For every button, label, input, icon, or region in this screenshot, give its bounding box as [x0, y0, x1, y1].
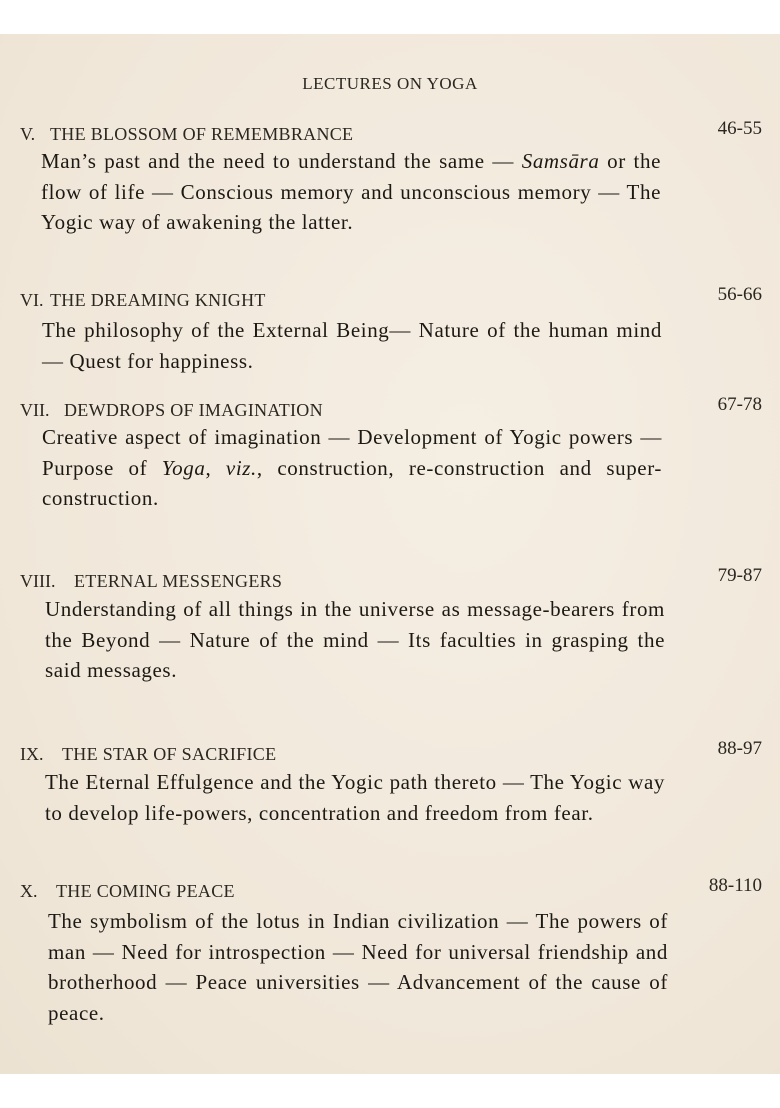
chapter-description: The symbolism of the lotus in Indian civilization — The powers of man — Need for introspection — Need for universal friendship and brotherhood — Peace universities — Advancement of the cause of peace. [48, 909, 668, 1025]
italic-term: Yoga [161, 455, 206, 480]
chapter-numeral: VI. [20, 290, 44, 310]
chapter-description: Man’s past and the need to understand the same — Samsāra or the flow of life — Conscious memory and unconscious memory — The Yogic way of awakening the latter. [41, 149, 662, 234]
chapter-description: Creative aspect of imagination — Development of Yogic powers — Purpose of Yoga, viz., construction, re-construction and super-construction. [42, 425, 662, 510]
italic-term: Samsāra [521, 149, 600, 173]
chapter-description: Understanding of all things in the universe as message-bearers from the Beyond — Nature of the mind — Its faculties in grasping the said messages. [45, 597, 665, 682]
page-range: 79-87 [717, 565, 762, 586]
chapter-title: DEWDROPS OF IMAGINATION [64, 400, 323, 420]
toc-entry [0, 118, 780, 234]
page-range: 46-55 [717, 118, 762, 139]
chapter-numeral: X. [20, 881, 38, 901]
chapter-title: THE COMING PEACE [56, 881, 235, 901]
toc-entry [0, 565, 780, 682]
chapter-description: The Eternal Effulgence and the Yogic path thereto — The Yogic way to develop life-powers, concentration and freedom from fear. [45, 770, 665, 825]
page-range: 88-97 [717, 738, 762, 759]
chapter-title: ETERNAL MESSENGERS [74, 571, 283, 591]
chapter-numeral: VIII. [20, 571, 56, 591]
chapter-title: THE DREAMING KNIGHT [50, 290, 266, 310]
toc-entry [0, 284, 780, 373]
chapter-numeral: VII. [20, 400, 50, 420]
chapter-title: THE STAR OF SACRIFICE [62, 744, 277, 764]
chapter-title: THE BLOSSOM OF REMEMBRANCE [50, 124, 354, 144]
italic-term: viz. [225, 455, 257, 480]
toc-entry [0, 738, 780, 825]
page-range: 56-66 [717, 284, 762, 305]
chapter-numeral: IX. [20, 744, 44, 764]
toc-entry [0, 394, 780, 510]
page-range: 88-110 [708, 875, 762, 896]
running-head: LECTURES ON YOGA [302, 74, 478, 93]
chapter-description: The philosophy of the External Being— Nature of the human mind — Quest for happiness. [42, 318, 662, 373]
chapter-numeral: V. [20, 124, 36, 144]
book-page [0, 34, 780, 1074]
toc-entry [0, 875, 780, 1025]
page-range: 67-78 [717, 394, 762, 415]
